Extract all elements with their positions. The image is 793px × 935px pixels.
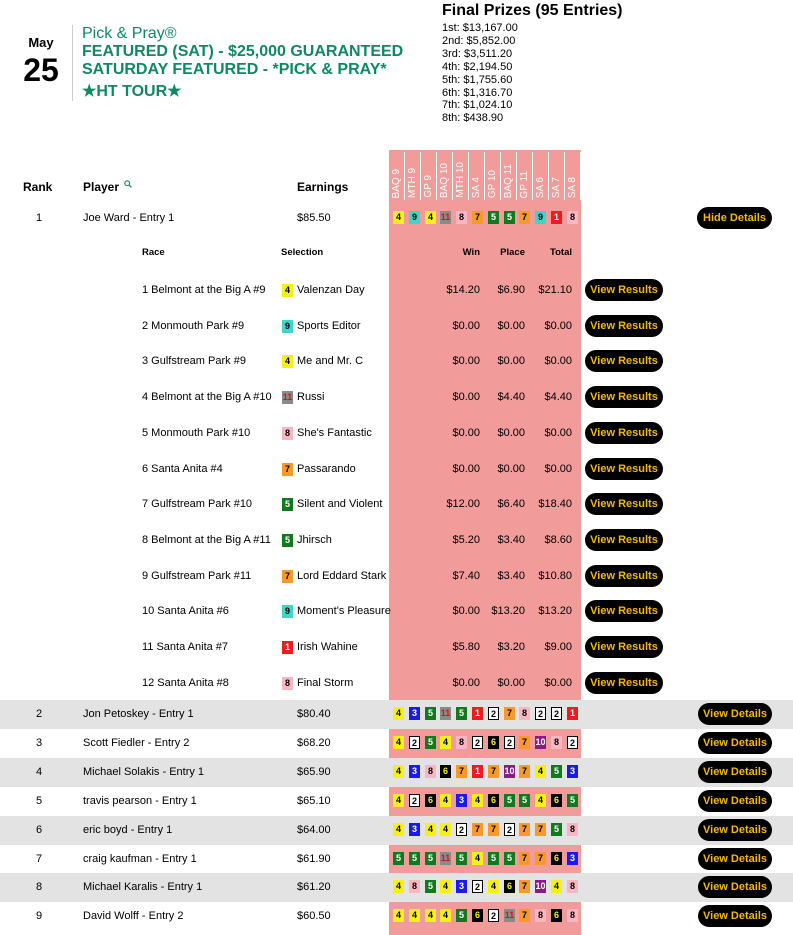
detail-horse: Lord Eddard Stark xyxy=(297,569,387,582)
pick-badge: 4 xyxy=(393,794,404,807)
pick-badge: 4 xyxy=(440,736,451,749)
race-header-label: SA 6 xyxy=(535,176,546,198)
pick-badge: 4 xyxy=(393,880,404,893)
pick-badge: 4 xyxy=(440,880,451,893)
event-day: 25 xyxy=(23,52,59,88)
detail-total: $21.10 xyxy=(538,284,572,296)
view-details-button[interactable]: View Details xyxy=(698,703,772,725)
pick-badge: 5 xyxy=(488,211,499,224)
race-header-label: BAQ 11 xyxy=(503,163,514,198)
event-month: May xyxy=(28,35,54,50)
pick-badge: 5 xyxy=(567,794,578,807)
pick-badge: 9 xyxy=(535,211,546,224)
selection-number-badge: 1 xyxy=(282,641,293,654)
pick-badge: 2 xyxy=(488,909,499,922)
pick-badge: 7 xyxy=(519,823,530,836)
earnings-header: Earnings xyxy=(297,180,349,194)
pick-badge: 5 xyxy=(551,823,562,836)
pick-badge: 4 xyxy=(393,823,404,836)
prize-item: 5th: $1,755.60 xyxy=(442,73,513,86)
pick-badge: 5 xyxy=(504,794,515,807)
pick-badge: 2 xyxy=(409,736,420,749)
pick-badge: 5 xyxy=(425,736,436,749)
view-results-button[interactable]: View Results xyxy=(585,350,663,372)
pick-badge: 7 xyxy=(488,823,499,836)
row-rank: 3 xyxy=(35,737,43,749)
pick-badge: 8 xyxy=(456,211,467,224)
pick-badge: 3 xyxy=(456,794,467,807)
pick-badge: 5 xyxy=(393,852,404,865)
final-prizes xyxy=(442,2,623,125)
row-rank: 9 xyxy=(35,910,43,922)
pick-badge: 4 xyxy=(440,794,451,807)
race-header-label: BAQ 9 xyxy=(391,168,402,198)
selection-number-badge: 4 xyxy=(282,355,293,368)
view-details-button[interactable]: View Details xyxy=(698,790,772,812)
race-header xyxy=(469,152,485,200)
selection-number-badge: 11 xyxy=(282,392,293,403)
pick-badge: 7 xyxy=(504,707,515,720)
prize-item: 3rd: $3,511.20 xyxy=(442,47,513,60)
row-rank: 6 xyxy=(35,824,43,836)
row-earnings: $61.20 xyxy=(297,881,331,893)
details-selection-header: Selection xyxy=(281,247,324,258)
prize-item: 6th: $1,316.70 xyxy=(442,86,513,99)
detail-place: $3.40 xyxy=(497,533,525,546)
detail-horse: Silent and Violent xyxy=(297,498,383,511)
final-prizes-title: Final Prizes (95 Entries) xyxy=(442,2,623,19)
details-place-header: Place xyxy=(500,247,525,258)
pick-badge: 7 xyxy=(456,765,467,778)
pick-badge: 1 xyxy=(472,707,483,720)
pick-badge: 11 xyxy=(440,212,451,222)
pick-badge: 11 xyxy=(440,853,451,863)
prize-item: 4th: $2,194.50 xyxy=(442,60,513,73)
hide-details-button[interactable]: Hide Details xyxy=(697,207,772,229)
row-earnings: $60.50 xyxy=(297,910,331,922)
pick-badge: 6 xyxy=(488,736,499,749)
player-header: Player xyxy=(83,180,120,194)
race-header-label: SA 4 xyxy=(471,176,482,198)
prize-item: 7th: $1,024.10 xyxy=(442,99,513,112)
pick-badge: 8 xyxy=(535,909,546,922)
detail-total: $10.80 xyxy=(538,569,572,582)
detail-win: $5.80 xyxy=(452,641,480,653)
pick-badge: 6 xyxy=(440,765,451,778)
detail-horse: Russi xyxy=(297,391,325,404)
detail-place: $6.90 xyxy=(497,284,525,296)
pick-badge: 2 xyxy=(551,707,562,720)
pick-badge: 7 xyxy=(519,880,530,893)
pick-badge: 3 xyxy=(409,823,420,836)
detail-win: $5.20 xyxy=(452,533,480,546)
pick-badge: 4 xyxy=(488,880,499,893)
detail-horse: She's Fantastic xyxy=(297,426,372,439)
pick-badge: 5 xyxy=(519,794,530,807)
detail-race: 9 Gulfstream Park #11 xyxy=(142,569,252,582)
race-header xyxy=(421,152,437,200)
race-header xyxy=(453,152,469,200)
pick-badge: 5 xyxy=(504,852,515,865)
detail-win: $14.20 xyxy=(446,284,480,296)
detail-race: 7 Gulfstream Park #10 xyxy=(142,498,253,511)
view-results-button[interactable]: View Results xyxy=(585,279,663,301)
pick-badge: 6 xyxy=(488,794,499,807)
race-header-label: GP 9 xyxy=(423,175,434,198)
pick-badge: 2 xyxy=(504,736,515,749)
race-header-label: BAQ 10 xyxy=(439,162,450,198)
row-earnings: $65.10 xyxy=(297,795,331,807)
prize-item: 2nd: $5,852.00 xyxy=(442,34,516,47)
row-player-name: Michael Solakis - Entry 1 xyxy=(83,766,205,778)
view-results-button[interactable]: View Results xyxy=(585,529,663,551)
pick-badge: 5 xyxy=(456,909,467,922)
leader-earnings: $85.50 xyxy=(297,212,331,224)
detail-horse: Sports Editor xyxy=(297,319,361,332)
detail-race: 5 Monmouth Park #10 xyxy=(142,426,251,439)
pick-badge: 5 xyxy=(425,852,436,865)
view-results-button[interactable]: View Results xyxy=(585,672,663,694)
pick-badge: 4 xyxy=(425,909,436,922)
pick-badge: 5 xyxy=(551,765,562,778)
row-rank: 8 xyxy=(35,881,43,893)
pick-badge: 1 xyxy=(472,765,483,778)
detail-place: $4.40 xyxy=(497,391,525,404)
pick-badge: 3 xyxy=(409,707,420,720)
detail-total: $8.60 xyxy=(544,533,572,546)
pick-badge: 11 xyxy=(440,708,451,718)
detail-race: 3 Gulfstream Park #9 xyxy=(142,355,246,368)
pick-badge: 2 xyxy=(472,880,483,893)
pick-badge: 4 xyxy=(425,211,436,224)
pick-badge: 6 xyxy=(551,794,562,807)
pick-badge: 3 xyxy=(409,765,420,778)
event-title: Pick & Pray® xyxy=(82,25,177,42)
details-win-header: Win xyxy=(462,247,480,258)
detail-total: $18.40 xyxy=(538,498,572,511)
view-results-button[interactable]: View Results xyxy=(585,493,663,515)
detail-race: 12 Santa Anita #8 xyxy=(142,676,229,689)
pick-badge: 8 xyxy=(567,909,578,922)
detail-total: $0.00 xyxy=(544,676,572,689)
pick-badge: 3 xyxy=(567,852,578,865)
race-header xyxy=(389,152,405,200)
selection-number-badge: 5 xyxy=(282,498,293,511)
selection-number-badge: 8 xyxy=(282,427,293,440)
pick-badge: 10 xyxy=(535,737,546,747)
pick-badge: 2 xyxy=(488,707,499,720)
detail-horse: Passarando xyxy=(297,462,356,475)
pick-badge: 2 xyxy=(504,823,515,836)
detail-race: 2 Monmouth Park #9 xyxy=(142,319,245,332)
detail-total: $13.20 xyxy=(538,605,572,618)
detail-place: $6.40 xyxy=(497,498,525,511)
race-header-label: SA 7 xyxy=(551,176,562,198)
detail-place: $0.00 xyxy=(497,462,525,475)
details-total-header: Total xyxy=(550,247,572,258)
view-details-button[interactable]: View Details xyxy=(698,732,772,754)
detail-race: 10 Santa Anita #6 xyxy=(142,605,229,618)
pick-badge: 11 xyxy=(504,910,515,920)
detail-horse: Final Storm xyxy=(297,676,354,689)
row-player-name: David Wolff - Entry 2 xyxy=(83,910,184,922)
pick-badge: 4 xyxy=(535,794,546,807)
pick-badge: 7 xyxy=(472,211,483,224)
pick-badge: 7 xyxy=(535,823,546,836)
event-subtitle-2: SATURDAY FEATURED - *PICK & PRAY* xyxy=(82,61,387,78)
view-results-button[interactable]: View Results xyxy=(585,458,663,480)
pick-badge: 2 xyxy=(456,823,467,836)
view-results-button[interactable]: View Results xyxy=(585,386,663,408)
pick-badge: 8 xyxy=(567,880,578,893)
selection-number-badge: 9 xyxy=(282,320,293,333)
selection-number-badge: 4 xyxy=(282,284,293,297)
row-rank: 4 xyxy=(35,766,43,778)
row-player-name: Scott Fiedler - Entry 2 xyxy=(83,737,190,749)
pick-badge: 5 xyxy=(488,852,499,865)
row-player-name: eric boyd - Entry 1 xyxy=(83,824,173,836)
race-header-label: GP 10 xyxy=(487,169,498,198)
detail-race: 11 Santa Anita #7 xyxy=(142,641,229,653)
detail-race: 1 Belmont at the Big A #9 xyxy=(142,284,266,296)
race-header xyxy=(517,152,533,200)
pick-badge: 4 xyxy=(393,736,404,749)
detail-place: $3.20 xyxy=(497,641,525,653)
pick-badge: 1 xyxy=(567,707,578,720)
pick-badge: 7 xyxy=(519,852,530,865)
race-header xyxy=(565,152,581,200)
pick-badge: 5 xyxy=(504,211,515,224)
detail-place: $0.00 xyxy=(497,319,525,332)
detail-horse: Irish Wahine xyxy=(297,641,358,653)
row-rank: 2 xyxy=(35,708,43,720)
pick-badge: 4 xyxy=(393,909,404,922)
pick-badge: 8 xyxy=(551,736,562,749)
pick-badge: 8 xyxy=(425,765,436,778)
view-details-button[interactable]: View Details xyxy=(698,761,772,783)
selection-number-badge: 7 xyxy=(282,463,293,476)
pick-badge: 4 xyxy=(551,880,562,893)
leader-player-name: Joe Ward - Entry 1 xyxy=(83,212,175,224)
pick-badge: 4 xyxy=(535,765,546,778)
race-header-label: MTH 9 xyxy=(407,168,418,198)
detail-race: 8 Belmont at the Big A #11 xyxy=(142,533,271,546)
divider xyxy=(72,25,73,101)
detail-win: $0.00 xyxy=(452,676,480,689)
detail-horse: Me and Mr. C xyxy=(297,355,364,368)
pick-badge: 7 xyxy=(519,765,530,778)
pick-badge: 6 xyxy=(551,909,562,922)
detail-win: $0.00 xyxy=(452,391,480,404)
row-earnings: $68.20 xyxy=(297,737,331,749)
pick-badge: 2 xyxy=(535,707,546,720)
detail-race: 4 Belmont at the Big A #10 xyxy=(142,391,272,404)
pick-badge: 6 xyxy=(472,909,483,922)
details-race-header: Race xyxy=(142,247,165,258)
search-icon[interactable] xyxy=(124,180,132,188)
pick-badge: 4 xyxy=(393,707,404,720)
pick-badge: 7 xyxy=(519,211,530,224)
race-header xyxy=(437,152,453,200)
detail-place: $13.20 xyxy=(491,605,525,618)
detail-place: $3.40 xyxy=(497,569,525,582)
view-details-button[interactable]: View Details xyxy=(698,905,772,927)
row-player-name: craig kaufman - Entry 1 xyxy=(83,853,197,865)
pick-badge: 10 xyxy=(535,881,546,891)
detail-win: $12.00 xyxy=(446,498,480,511)
detail-total: $9.00 xyxy=(544,641,572,653)
pick-badge: 4 xyxy=(393,211,404,224)
detail-total: $0.00 xyxy=(544,426,572,439)
pick-badge: 5 xyxy=(456,852,467,865)
row-earnings: $64.00 xyxy=(297,824,331,836)
row-earnings: $61.90 xyxy=(297,853,331,865)
pick-badge: 4 xyxy=(409,909,420,922)
row-earnings: $65.90 xyxy=(297,766,331,778)
view-results-button[interactable]: View Results xyxy=(585,565,663,587)
prize-item: 1st: $13,167.00 xyxy=(442,22,518,34)
detail-place: $0.00 xyxy=(497,426,525,439)
detail-total: $0.00 xyxy=(544,355,572,368)
race-header xyxy=(405,152,421,200)
detail-race: 6 Santa Anita #4 xyxy=(142,462,223,475)
race-header-label: SA 8 xyxy=(567,176,578,198)
pick-badge: 6 xyxy=(425,794,436,807)
pick-badge: 8 xyxy=(456,736,467,749)
event-tour-label: ★HT TOUR★ xyxy=(82,83,182,100)
pick-badge: 5 xyxy=(456,707,467,720)
detail-win: $0.00 xyxy=(452,605,480,618)
row-earnings: $80.40 xyxy=(297,708,331,720)
pick-badge: 2 xyxy=(472,736,483,749)
row-player-name: Michael Karalis - Entry 1 xyxy=(83,881,203,893)
race-header-label: MTH 10 xyxy=(455,162,466,198)
pick-badge: 6 xyxy=(504,880,515,893)
view-results-button[interactable]: View Results xyxy=(585,315,663,337)
pick-badge: 5 xyxy=(425,707,436,720)
row-rank: 5 xyxy=(35,795,43,807)
event-subtitle: FEATURED (SAT) - $25,000 GUARANTEED xyxy=(82,43,404,60)
detail-total: $4.40 xyxy=(544,391,572,404)
pick-badge: 3 xyxy=(456,880,467,893)
view-details-button[interactable]: View Details xyxy=(698,848,772,870)
pick-badge: 9 xyxy=(409,211,420,224)
race-header xyxy=(549,152,565,200)
pick-badge: 6 xyxy=(551,852,562,865)
race-header xyxy=(485,152,501,200)
view-details-button[interactable]: View Details xyxy=(698,819,772,841)
pick-badge: 7 xyxy=(519,736,530,749)
pick-badge: 2 xyxy=(567,736,578,749)
leader-rank: 1 xyxy=(35,212,43,224)
pick-badge: 4 xyxy=(472,852,483,865)
detail-place: $0.00 xyxy=(497,676,525,689)
pick-badge: 8 xyxy=(409,880,420,893)
detail-win: $7.40 xyxy=(452,569,480,582)
pick-badge: 7 xyxy=(519,909,530,922)
row-rank: 7 xyxy=(35,853,43,865)
pick-badge: 2 xyxy=(409,794,420,807)
pick-badge: 4 xyxy=(393,765,404,778)
detail-win: $0.00 xyxy=(452,319,480,332)
race-header xyxy=(501,152,517,200)
pick-badge: 3 xyxy=(567,765,578,778)
detail-horse: Valenzan Day xyxy=(297,284,365,296)
selection-number-badge: 7 xyxy=(282,570,293,583)
pick-badge: 4 xyxy=(425,823,436,836)
detail-place: $0.00 xyxy=(497,355,525,368)
pick-badge: 4 xyxy=(472,794,483,807)
view-results-button[interactable]: View Results xyxy=(585,422,663,444)
detail-horse: Moment's Pleasure xyxy=(297,605,391,618)
selection-number-badge: 8 xyxy=(282,677,293,690)
pick-badge: 8 xyxy=(519,707,530,720)
race-header xyxy=(533,152,549,200)
view-results-button[interactable]: View Results xyxy=(585,636,663,658)
detail-win: $0.00 xyxy=(452,355,480,368)
detail-horse: Jhirsch xyxy=(297,533,332,546)
pick-badge: 8 xyxy=(567,823,578,836)
pick-badge: 5 xyxy=(409,852,420,865)
selection-number-badge: 9 xyxy=(282,605,293,618)
pick-badge: 7 xyxy=(488,765,499,778)
view-results-button[interactable]: View Results xyxy=(585,600,663,622)
pick-badge: 8 xyxy=(567,211,578,224)
row-player-name: travis pearson - Entry 1 xyxy=(83,795,197,807)
pick-badge: 4 xyxy=(440,823,451,836)
selection-number-badge: 5 xyxy=(282,534,293,547)
pick-badge: 10 xyxy=(504,766,515,776)
race-header-label: GP 11 xyxy=(519,170,530,198)
rank-header: Rank xyxy=(23,180,53,194)
detail-total: $0.00 xyxy=(544,462,572,475)
pick-badge: 7 xyxy=(472,823,483,836)
pick-badge: 5 xyxy=(425,880,436,893)
detail-win: $0.00 xyxy=(452,426,480,439)
pick-badge: 7 xyxy=(535,852,546,865)
detail-total: $0.00 xyxy=(544,319,572,332)
pick-badge: 4 xyxy=(440,909,451,922)
prize-list xyxy=(442,22,623,125)
detail-win: $0.00 xyxy=(452,462,480,475)
pick-badge: 1 xyxy=(551,211,562,224)
row-player-name: Jon Petoskey - Entry 1 xyxy=(83,708,194,720)
view-details-button[interactable]: View Details xyxy=(698,876,772,898)
prize-item: 8th: $438.90 xyxy=(442,112,504,125)
